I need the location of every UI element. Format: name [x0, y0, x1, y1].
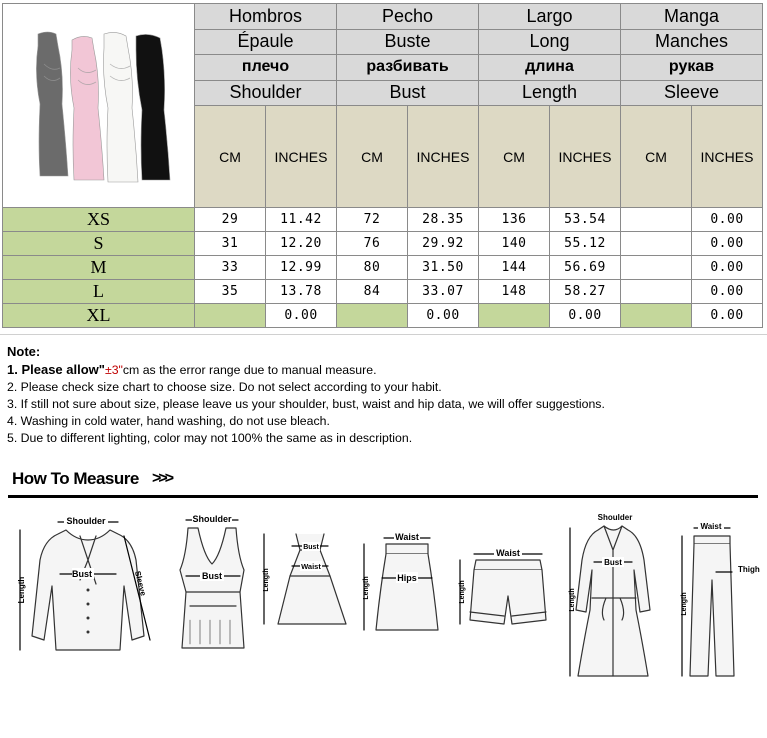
- unit-cell: CM: [337, 106, 408, 208]
- table-cell: 80: [337, 256, 408, 280]
- size-label: M: [3, 256, 195, 280]
- table-cell: 0.00: [266, 304, 337, 328]
- table-cell: 53.54: [550, 208, 621, 232]
- table-row: [3, 208, 763, 232]
- how-to-measure-title: How To Measure: [12, 469, 139, 488]
- header-shoulder-es: Hombros: [195, 4, 337, 30]
- table-cell: 33: [195, 256, 266, 280]
- table-cell: [479, 304, 550, 328]
- unit-cell: INCHES: [408, 106, 479, 208]
- table-cell: 33.07: [408, 280, 479, 304]
- header-sleeve-en: Sleeve: [621, 80, 763, 106]
- header-length-fr: Long: [479, 29, 621, 55]
- waist-label: Waist: [301, 562, 321, 571]
- note-line-5: 5. Due to different lighting, color may not 100% the same as in description.: [7, 431, 413, 445]
- table-cell: 11.42: [266, 208, 337, 232]
- table-cell: 12.99: [266, 256, 337, 280]
- table-cell: 148: [479, 280, 550, 304]
- table-cell: [621, 208, 692, 232]
- size-label: L: [3, 280, 195, 304]
- unit-cell: INCHES: [550, 106, 621, 208]
- length-label: Length: [459, 580, 466, 604]
- note-line-2: 2. Please check size chart to choose size. Do not select according to your habit.: [7, 380, 442, 394]
- thigh-label: Thigh: [738, 565, 760, 574]
- table-row: [3, 280, 763, 304]
- blouse-illustration: [17, 515, 150, 650]
- waist-label: Waist: [496, 548, 520, 558]
- note-line-3: 3. If still not sure about size, please leave us your shoulder, bust, waist and hip data, we will offer suggestions.: [7, 397, 605, 411]
- size-label: XL: [3, 304, 195, 328]
- table-cell: 0.00: [692, 280, 763, 304]
- dress-shape: [70, 36, 104, 180]
- table-cell: 55.12: [550, 232, 621, 256]
- shoulder-label: Shoulder: [192, 514, 232, 524]
- table-cell: [621, 280, 692, 304]
- coat-dress-illustration: [569, 511, 650, 676]
- length-label: Length: [263, 568, 270, 592]
- table-cell: 28.35: [408, 208, 479, 232]
- sundress-illustration: [263, 534, 346, 624]
- bust-label: Bust: [72, 569, 92, 579]
- table-cell: 140: [479, 232, 550, 256]
- table-cell: 136: [479, 208, 550, 232]
- table-row: [3, 256, 763, 280]
- title-underline: [8, 495, 758, 498]
- sleeve-label: Sleeve: [132, 570, 148, 597]
- size-table: [2, 3, 763, 328]
- bust-label: Bust: [303, 544, 319, 551]
- note-1-rest: cm as the error range due to manual measure.: [122, 363, 377, 377]
- table-cell: 0.00: [692, 256, 763, 280]
- dress-shape: [103, 32, 138, 182]
- table-cell: 12.20: [266, 232, 337, 256]
- shorts-illustration: [459, 547, 546, 624]
- bust-label: Bust: [202, 571, 222, 581]
- dress-shape: [136, 34, 170, 180]
- table-cell: 58.27: [550, 280, 621, 304]
- top-illustration: [180, 513, 244, 648]
- product-photo: [3, 4, 195, 208]
- table-cell: 84: [337, 280, 408, 304]
- table-cell: 0.00: [692, 232, 763, 256]
- table-cell: 35: [195, 280, 266, 304]
- unit-cell: CM: [195, 106, 266, 208]
- header-sleeve-ru: рукав: [621, 55, 763, 81]
- header-shoulder-ru: плечо: [195, 55, 337, 81]
- notes-title: Note:: [7, 344, 41, 359]
- table-cell: 72: [337, 208, 408, 232]
- unit-cell: CM: [479, 106, 550, 208]
- header-sleeve-es: Manga: [621, 4, 763, 30]
- table-cell: 0.00: [692, 304, 763, 328]
- header-bust-fr: Buste: [337, 29, 479, 55]
- length-label: Length: [681, 592, 688, 616]
- note-1-tolerance: ±3": [104, 363, 123, 377]
- header-length-es: Largo: [479, 4, 621, 30]
- waist-label: Waist: [700, 522, 722, 531]
- table-cell: 0.00: [550, 304, 621, 328]
- unit-cell: INCHES: [266, 106, 337, 208]
- waist-label: Waist: [395, 532, 419, 542]
- table-cell: 0.00: [408, 304, 479, 328]
- arrows-icon: >>>: [152, 470, 172, 487]
- note-line-4: 4. Washing in cold water, hand washing, do not use bleach.: [7, 414, 330, 428]
- table-cell: 29.92: [408, 232, 479, 256]
- table-cell: [621, 232, 692, 256]
- dress-shape: [36, 32, 68, 176]
- shoulder-label: Shoulder: [597, 513, 633, 522]
- table-cell: 31.50: [408, 256, 479, 280]
- dress-photo-image: [4, 4, 194, 202]
- measure-illustrations: [0, 500, 767, 736]
- notes-section: [0, 334, 767, 453]
- header-shoulder-en: Shoulder: [195, 80, 337, 106]
- table-cell: [337, 304, 408, 328]
- unit-cell: INCHES: [692, 106, 763, 208]
- table-row: [3, 232, 763, 256]
- table-cell: 56.69: [550, 256, 621, 280]
- table-cell: 29: [195, 208, 266, 232]
- table-cell: 31: [195, 232, 266, 256]
- skirt-illustration: [363, 531, 438, 630]
- table-cell: [621, 256, 692, 280]
- table-cell: 144: [479, 256, 550, 280]
- bust-label: Bust: [604, 558, 622, 567]
- size-label: XS: [3, 208, 195, 232]
- table-cell: [195, 304, 266, 328]
- note-line-1: [7, 362, 377, 377]
- trousers-illustration: [681, 520, 760, 676]
- header-shoulder-fr: Épaule: [195, 29, 337, 55]
- table-cell: [621, 304, 692, 328]
- note-1-bold: 1. Please allow": [7, 362, 105, 377]
- length-label: Length: [363, 576, 370, 600]
- size-label: S: [3, 232, 195, 256]
- header-bust-ru: разбивать: [337, 55, 479, 81]
- table-cell: 13.78: [266, 280, 337, 304]
- length-label: Length: [17, 576, 26, 604]
- length-label: Length: [569, 588, 576, 612]
- header-sleeve-fr: Manches: [621, 29, 763, 55]
- header-bust-en: Bust: [337, 80, 479, 106]
- table-cell: 0.00: [692, 208, 763, 232]
- shoulder-label: Shoulder: [66, 516, 106, 526]
- header-length-en: Length: [479, 80, 621, 106]
- header-length-ru: длина: [479, 55, 621, 81]
- unit-cell: CM: [621, 106, 692, 208]
- table-cell: 76: [337, 232, 408, 256]
- hips-label: Hips: [397, 573, 417, 583]
- header-bust-es: Pecho: [337, 4, 479, 30]
- table-row: [3, 304, 763, 328]
